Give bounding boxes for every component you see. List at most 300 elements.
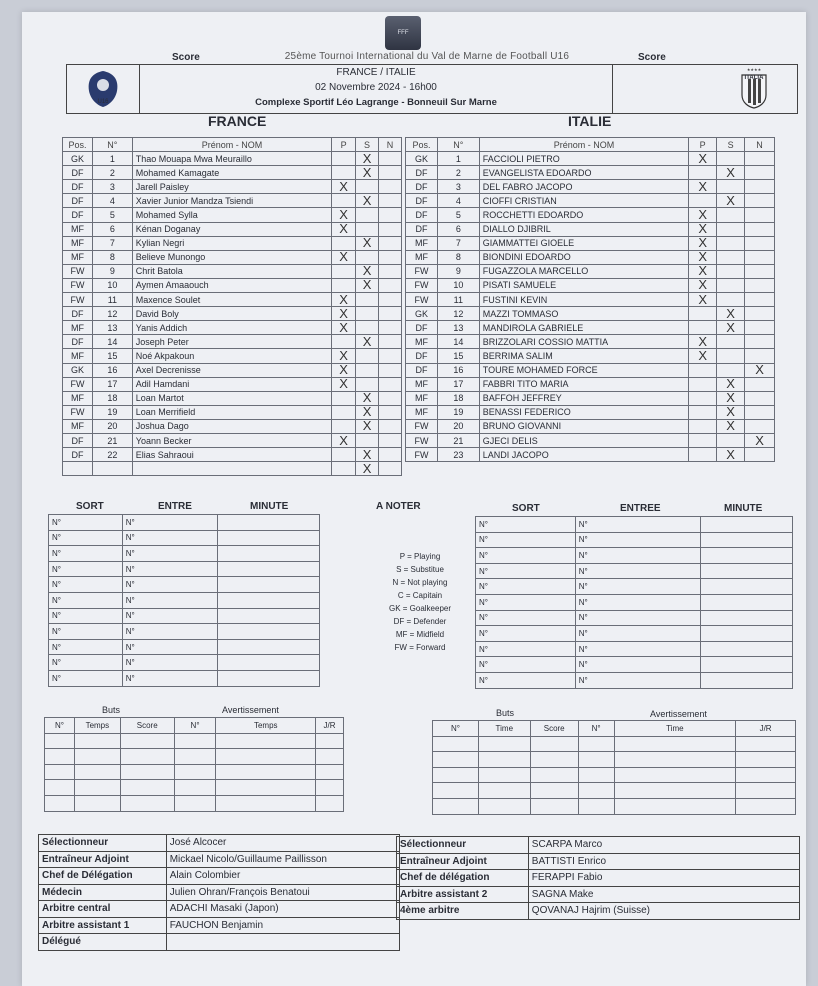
player-pos: GK — [406, 307, 438, 321]
substitute-mark — [717, 363, 745, 377]
substitute-mark: X — [356, 278, 379, 292]
substitute-mark — [717, 433, 745, 447]
player-pos: FW — [406, 419, 438, 433]
goals-cell — [736, 767, 796, 783]
player-row — [63, 433, 402, 447]
sort-num: N° — [476, 579, 576, 595]
minute-cell — [218, 546, 320, 562]
player-pos: MF — [406, 250, 438, 264]
col-p: P — [332, 138, 356, 152]
staff-label: Sélectionneur — [397, 837, 529, 854]
sub-row — [49, 624, 320, 640]
substitute-mark — [356, 433, 379, 447]
roster-france — [62, 137, 402, 476]
playing-mark — [689, 166, 717, 180]
playing-mark: X — [332, 433, 356, 447]
player-pos: DF — [406, 194, 438, 208]
sort-num: N° — [49, 530, 123, 546]
not-playing-mark — [745, 208, 775, 222]
minute-cell — [701, 657, 793, 673]
staff-value: QOVANAJ Hajrim (Suisse) — [528, 903, 799, 920]
legend-item: MF = Midfield — [395, 630, 445, 639]
player-row — [406, 293, 775, 307]
sub-row — [476, 548, 793, 564]
entree-header: ENTREE — [620, 503, 661, 514]
not-playing-mark — [745, 166, 775, 180]
goals-cell — [433, 783, 479, 799]
sub-row — [476, 594, 793, 610]
goals-cell — [216, 780, 316, 796]
goals-col-temps: Temps — [216, 718, 316, 734]
substitute-mark — [717, 208, 745, 222]
entre-num: N° — [575, 579, 701, 595]
player-pos: DF — [63, 208, 93, 222]
player-number: 10 — [437, 278, 479, 292]
playing-mark — [689, 405, 717, 419]
sort-num: N° — [49, 561, 123, 577]
not-playing-mark — [379, 180, 402, 194]
goals-cell — [316, 749, 344, 765]
player-pos: DF — [406, 321, 438, 335]
minute-cell — [218, 515, 320, 531]
not-playing-mark — [745, 293, 775, 307]
player-name: CIOFFI CRISTIAN — [479, 194, 688, 208]
col-name: Prénom - NOM — [132, 138, 331, 152]
goals-col-temps: Temps — [74, 718, 120, 734]
player-name: ROCCHETTI EDOARDO — [479, 208, 688, 222]
playing-mark: X — [689, 293, 717, 307]
playing-mark — [332, 448, 356, 462]
not-playing-mark — [379, 278, 402, 292]
substitute-mark — [356, 307, 379, 321]
playing-mark — [332, 335, 356, 349]
minute-cell — [701, 641, 793, 657]
player-number: 14 — [92, 335, 132, 349]
entre-num: N° — [122, 546, 218, 562]
player-row — [406, 405, 775, 419]
playing-mark: X — [689, 349, 717, 363]
goals-row — [433, 783, 796, 799]
staff-row — [397, 837, 800, 854]
staff-table-italie — [396, 836, 800, 920]
substitute-mark — [356, 222, 379, 236]
goals-cell — [478, 783, 530, 799]
player-pos: FW — [406, 448, 438, 462]
player-row — [406, 448, 775, 462]
sort-num: N° — [476, 532, 576, 548]
playing-mark: X — [689, 335, 717, 349]
entre-num: N° — [122, 577, 218, 593]
player-pos: DF — [63, 433, 93, 447]
substitute-mark — [356, 293, 379, 307]
player-number: 5 — [92, 208, 132, 222]
player-number: 6 — [437, 222, 479, 236]
playing-mark: X — [689, 208, 717, 222]
playing-mark — [332, 194, 356, 208]
player-pos: MF — [406, 335, 438, 349]
not-playing-mark — [379, 462, 402, 476]
player-number: 15 — [92, 349, 132, 363]
goals-col-score: Score — [120, 718, 174, 734]
player-row — [406, 391, 775, 405]
minute-cell — [701, 610, 793, 626]
sub-row — [49, 530, 320, 546]
goals-cell — [120, 795, 174, 811]
player-pos: MF — [63, 236, 93, 250]
player-pos: MF — [63, 349, 93, 363]
sort-num: N° — [476, 548, 576, 564]
goals-cell — [216, 749, 316, 765]
goals-cell — [74, 780, 120, 796]
player-name: Mohamed Kamagate — [132, 166, 331, 180]
not-playing-mark — [379, 335, 402, 349]
player-pos: MF — [406, 377, 438, 391]
player-name: FACCIOLI PIETRO — [479, 152, 688, 166]
player-pos: MF — [406, 236, 438, 250]
staff-row — [397, 903, 800, 920]
substitute-mark: X — [717, 166, 745, 180]
match-header-box — [66, 64, 798, 114]
substitute-mark — [717, 250, 745, 264]
player-pos: DF — [406, 363, 438, 377]
sort-num: N° — [49, 639, 123, 655]
player-name: Mohamed Sylla — [132, 208, 331, 222]
substitute-mark: X — [356, 335, 379, 349]
goals-cell — [578, 783, 614, 799]
goals-header-row — [433, 721, 796, 737]
fff-logo-top — [385, 16, 421, 50]
not-playing-mark — [379, 377, 402, 391]
goals-col-jr: J/R — [736, 721, 796, 737]
player-pos: MF — [406, 391, 438, 405]
minute-cell — [701, 579, 793, 595]
not-playing-mark — [379, 321, 402, 335]
italia-text: ITALIA — [744, 75, 764, 81]
player-row — [63, 264, 402, 278]
playing-mark: X — [332, 363, 356, 377]
player-number: 4 — [437, 194, 479, 208]
player-pos: FW — [406, 264, 438, 278]
player-number: 15 — [437, 349, 479, 363]
sub-row — [49, 670, 320, 686]
player-name: FUSTINI KEVIN — [479, 293, 688, 307]
not-playing-mark — [379, 194, 402, 208]
player-row — [406, 250, 775, 264]
goals-row — [433, 798, 796, 814]
minute-cell — [218, 624, 320, 640]
player-pos: MF — [63, 391, 93, 405]
not-playing-mark — [745, 448, 775, 462]
player-name: Aymen Amaaouch — [132, 278, 331, 292]
substitute-mark: X — [356, 152, 379, 166]
player-pos: GK — [406, 152, 438, 166]
figc-italia-logo — [739, 67, 769, 109]
substitute-mark: X — [356, 419, 379, 433]
staff-row — [39, 934, 400, 951]
sort-num: N° — [476, 610, 576, 626]
player-row — [63, 194, 402, 208]
player-number: 20 — [437, 419, 479, 433]
player-row — [63, 166, 402, 180]
minute-header-left: MINUTE — [250, 501, 289, 512]
entre-num: N° — [575, 626, 701, 642]
goals-row — [433, 752, 796, 768]
sort-num: N° — [49, 546, 123, 562]
goals-row — [45, 749, 344, 765]
substitute-mark — [356, 180, 379, 194]
player-pos: DF — [63, 448, 93, 462]
not-playing-mark — [379, 363, 402, 377]
sub-row — [49, 546, 320, 562]
substitute-mark: X — [717, 377, 745, 391]
goals-cell — [120, 749, 174, 765]
subs-grid-italie — [475, 516, 793, 689]
player-pos — [63, 462, 93, 476]
not-playing-mark — [745, 349, 775, 363]
goals-cell — [45, 764, 75, 780]
player-row — [63, 208, 402, 222]
player-name: Yoann Becker — [132, 433, 331, 447]
substitute-mark — [717, 180, 745, 194]
substitute-mark — [717, 293, 745, 307]
not-playing-mark — [379, 166, 402, 180]
playing-mark — [689, 377, 717, 391]
player-row — [63, 222, 402, 236]
goals-cell — [530, 798, 578, 814]
legend-item: FW = Forward — [394, 643, 446, 652]
player-row — [406, 419, 775, 433]
col-n: N — [745, 138, 775, 152]
goals-cell — [316, 795, 344, 811]
goals-row — [45, 764, 344, 780]
player-pos: FW — [63, 264, 93, 278]
entre-num: N° — [122, 608, 218, 624]
goals-cell — [530, 736, 578, 752]
goals-cell — [478, 736, 530, 752]
entre-num: N° — [575, 641, 701, 657]
sub-row — [476, 641, 793, 657]
sort-num: N° — [49, 608, 123, 624]
legend-item: S = Substitue — [396, 565, 444, 574]
player-number: 12 — [92, 307, 132, 321]
player-pos: FW — [63, 377, 93, 391]
goals-cell — [578, 752, 614, 768]
player-number: 9 — [437, 264, 479, 278]
substitute-mark — [717, 236, 745, 250]
staff-label: Arbitre assistant 1 — [39, 917, 167, 934]
player-name: Adil Hamdani — [132, 377, 331, 391]
player-row — [63, 419, 402, 433]
player-name: Jarell Paisley — [132, 180, 331, 194]
goals-col-jr: J/R — [316, 718, 344, 734]
goals-cell — [736, 736, 796, 752]
sort-num: N° — [476, 626, 576, 642]
entre-num: N° — [122, 639, 218, 655]
substitute-mark — [717, 278, 745, 292]
sub-row — [476, 579, 793, 595]
player-number: 3 — [92, 180, 132, 194]
goals-cell — [578, 798, 614, 814]
player-name: Maxence Soulet — [132, 293, 331, 307]
minute-cell — [701, 517, 793, 533]
player-row — [63, 349, 402, 363]
not-playing-mark — [745, 307, 775, 321]
col-num: N° — [437, 138, 479, 152]
sub-row — [49, 592, 320, 608]
staff-value: José Alcocer — [166, 835, 399, 852]
minute-cell — [701, 532, 793, 548]
player-row — [63, 321, 402, 335]
goals-cell — [614, 783, 736, 799]
goals-header-row — [45, 718, 344, 734]
legend-item: DF = Defender — [393, 617, 447, 626]
entre-num: N° — [575, 563, 701, 579]
player-number: 4 — [92, 194, 132, 208]
player-row — [406, 433, 775, 447]
substitute-mark — [717, 152, 745, 166]
buts-label-right: Buts — [496, 708, 515, 718]
player-name: Kénan Doganay — [132, 222, 331, 236]
goals-cell — [478, 798, 530, 814]
player-number: 11 — [437, 293, 479, 307]
player-row — [63, 307, 402, 321]
goals-cell — [45, 780, 75, 796]
staff-label: Entraîneur Adjoint — [397, 853, 529, 870]
player-name: TOURE MOHAMED FORCE — [479, 363, 688, 377]
playing-mark — [332, 391, 356, 405]
player-number: 7 — [437, 236, 479, 250]
minute-cell — [218, 592, 320, 608]
entre-num: N° — [575, 657, 701, 673]
goals-cell — [174, 795, 216, 811]
substitute-mark: X — [717, 419, 745, 433]
u16-text: U16 — [97, 99, 109, 105]
goals-cell — [216, 733, 316, 749]
goals-cell — [736, 752, 796, 768]
substitute-mark — [717, 335, 745, 349]
entre-num: N° — [122, 670, 218, 686]
player-number: 13 — [437, 321, 479, 335]
sort-num: N° — [476, 641, 576, 657]
goals-col-num: N° — [433, 721, 479, 737]
player-pos: DF — [63, 307, 93, 321]
player-number: 12 — [437, 307, 479, 321]
goals-cell — [120, 733, 174, 749]
not-playing-mark — [745, 222, 775, 236]
playing-mark — [332, 419, 356, 433]
goals-cell — [74, 795, 120, 811]
not-playing-mark — [745, 321, 775, 335]
sort-num: N° — [476, 563, 576, 579]
goals-cell — [578, 736, 614, 752]
col-n: N — [379, 138, 402, 152]
sub-row — [476, 563, 793, 579]
goals-cell — [433, 752, 479, 768]
sort-num: N° — [49, 624, 123, 640]
col-name: Prénom - NOM — [479, 138, 688, 152]
sub-row — [476, 517, 793, 533]
staff-row — [39, 901, 400, 918]
player-number: 13 — [92, 321, 132, 335]
playing-mark: X — [689, 152, 717, 166]
player-row — [406, 321, 775, 335]
sort-num: N° — [476, 594, 576, 610]
legend-notes — [340, 550, 500, 654]
player-number: 6 — [92, 222, 132, 236]
substitute-mark — [717, 222, 745, 236]
match-venue: Complexe Sportif Léo Lagrange - Bonneuil Sur Marne — [255, 97, 497, 108]
match-datetime: 02 Novembre 2024 - 16h00 — [315, 82, 437, 93]
substitute-mark — [356, 321, 379, 335]
playing-mark: X — [332, 293, 356, 307]
staff-value: FAUCHON Benjamin — [166, 917, 399, 934]
player-number: 23 — [437, 448, 479, 462]
playing-mark — [332, 405, 356, 419]
playing-mark — [689, 419, 717, 433]
entre-num: N° — [575, 532, 701, 548]
player-row — [406, 180, 775, 194]
staff-row — [397, 870, 800, 887]
sub-row — [49, 655, 320, 671]
not-playing-mark — [379, 307, 402, 321]
substitute-mark — [717, 264, 745, 278]
not-playing-mark — [745, 278, 775, 292]
legend-item: P = Playing — [399, 552, 441, 561]
goals-cell — [45, 795, 75, 811]
player-name: BRIZZOLARI COSSIO MATTIA — [479, 335, 688, 349]
goals-cell — [530, 767, 578, 783]
entre-num: N° — [122, 515, 218, 531]
player-name: Joshua Dago — [132, 419, 331, 433]
goals-row — [433, 736, 796, 752]
playing-mark — [332, 152, 356, 166]
not-playing-mark — [379, 293, 402, 307]
col-num: N° — [92, 138, 132, 152]
sub-row — [476, 672, 793, 688]
goals-cell — [614, 767, 736, 783]
staff-value — [166, 934, 399, 951]
sort-num: N° — [49, 670, 123, 686]
playing-mark: X — [332, 208, 356, 222]
goals-col-num: N° — [45, 718, 75, 734]
goals-cell — [120, 764, 174, 780]
minute-cell — [218, 639, 320, 655]
player-number: 19 — [437, 405, 479, 419]
playing-mark — [332, 278, 356, 292]
sort-num: N° — [476, 657, 576, 673]
minute-cell — [218, 577, 320, 593]
goals-cell — [174, 733, 216, 749]
substitute-mark: X — [356, 462, 379, 476]
goals-cell — [478, 752, 530, 768]
not-playing-mark — [379, 433, 402, 447]
goals-cell — [174, 764, 216, 780]
sub-row — [476, 657, 793, 673]
staff-label: 4ème arbitre — [397, 903, 529, 920]
entre-num: N° — [575, 548, 701, 564]
player-number — [92, 462, 132, 476]
player-name: Loan Martot — [132, 391, 331, 405]
sort-num: N° — [49, 655, 123, 671]
goals-cell — [433, 798, 479, 814]
player-number: 5 — [437, 208, 479, 222]
substitute-mark — [356, 250, 379, 264]
substitute-mark: X — [717, 194, 745, 208]
player-pos: DF — [63, 335, 93, 349]
player-name: David Boly — [132, 307, 331, 321]
goals-cell — [478, 767, 530, 783]
staff-label: Arbitre assistant 2 — [397, 886, 529, 903]
